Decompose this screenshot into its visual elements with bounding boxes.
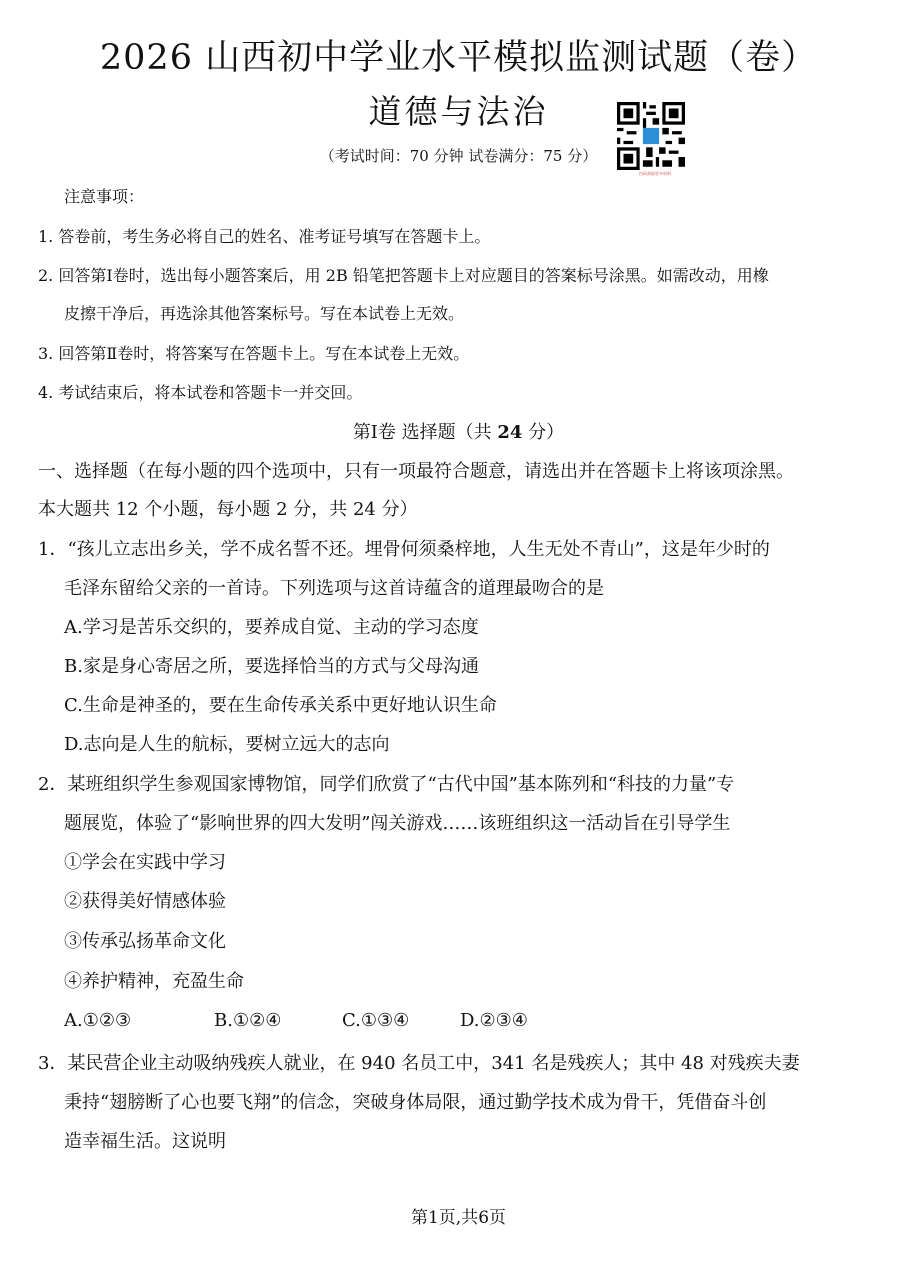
question-2-statement: ①学会在实践中学习 <box>64 852 226 873</box>
question-1-option-b: B.家是身心寄居之所，要选择恰当的方式与父母沟通 <box>64 656 479 677</box>
notice-item: 3. 回答第Ⅱ卷时，将答案写在答题卡上。写在本试卷上无效。 <box>38 344 470 363</box>
notice-heading: 注意事项： <box>64 187 145 206</box>
page-number: 第1页,共6页 <box>410 1208 507 1228</box>
question-2-option-a: A.①②③ <box>64 1010 132 1031</box>
section-instruction: 本大题共 12 个小题，每小题 2 分，共 24 分） <box>38 499 418 520</box>
question-1-stem: 毛泽东留给父亲的一首诗。下列选项与这首诗蕴含的道理最吻合的是 <box>64 578 604 599</box>
section-title <box>0 418 917 444</box>
notice-item: 1. 答卷前，考生务必将自己的姓名、准考证号填写在答题卡上。 <box>38 227 491 246</box>
exam-info: （考试时间：70 分钟 试卷满分：75 分） <box>319 147 598 165</box>
qr-code-icon <box>617 102 685 170</box>
question-3-stem: 造幸福生活。这说明 <box>64 1131 226 1152</box>
question-2-stem: 2．某班组织学生参观国家博物馆，同学们欣赏了“古代中国”基本陈列和“科技的力量”专 <box>38 774 735 795</box>
section-title-suffix: 分） <box>522 422 565 443</box>
question-3-stem: 3．某民营企业主动吸纳残疾人就业，在 940 名员工中，341 名是残疾人；其中 48 对残疾夫妻 <box>38 1053 800 1074</box>
question-2-stem: 题展览，体验了“影响世界的四大发明”闯关游戏……该班组织这一活动旨在引导学生 <box>64 813 731 834</box>
subject-title: 道德与法治 <box>368 92 549 131</box>
notice-item: 4. 考试结束后，将本试卷和答题卡一并交回。 <box>38 383 363 402</box>
qr-caption: 扫码获取更多资料 <box>639 171 671 176</box>
question-2-statement: ②获得美好情感体验 <box>64 891 226 912</box>
question-1-stem: 1．“孩儿立志出乡关，学不成名誓不还。埋骨何须桑梓地，人生无处不青山”，这是年少时的 <box>38 539 770 560</box>
notice-item: 2. 回答第Ⅰ卷时，选出每小题答案后，用 2B 铅笔把答题卡上对应题目的答案标号涂黑。如需改动，用橡 <box>38 266 769 285</box>
question-1-option-d: D.志向是人生的航标，要树立远大的志向 <box>64 734 390 755</box>
section-title-prefix: 第Ⅰ卷 选择题（共 <box>352 422 498 443</box>
question-2-statement: ④养护精神，充盈生命 <box>64 971 244 992</box>
exam-title: 2026 山西初中学业水平模拟监测试题（卷） <box>99 38 818 78</box>
question-1-option-a: A.学习是苦乐交织的，要养成自觉、主动的学习态度 <box>64 617 479 638</box>
question-2-option-c: C.①③④ <box>342 1010 410 1031</box>
question-2-option-d: D.②③④ <box>460 1010 528 1031</box>
question-2-statement: ③传承弘扬革命文化 <box>64 931 226 952</box>
question-1-option-c: C.生命是神圣的，要在生命传承关系中更好地认识生命 <box>64 695 497 716</box>
question-3-stem: 秉持“翅膀断了心也要飞翔”的信念，突破身体局限，通过勤学技术成为骨干，凭借奋斗创 <box>64 1092 767 1113</box>
section-instruction: 一、选择题（在每小题的四个选项中，只有一项最符合题意，请选出并在答题卡上将该项涂黑。 <box>38 461 794 482</box>
question-2-option-b: B.①②④ <box>214 1010 282 1031</box>
section-title-score: 24 <box>497 422 523 443</box>
notice-item-continued: 皮擦干净后，再选涂其他答案标号。写在本试卷上无效。 <box>64 304 465 323</box>
